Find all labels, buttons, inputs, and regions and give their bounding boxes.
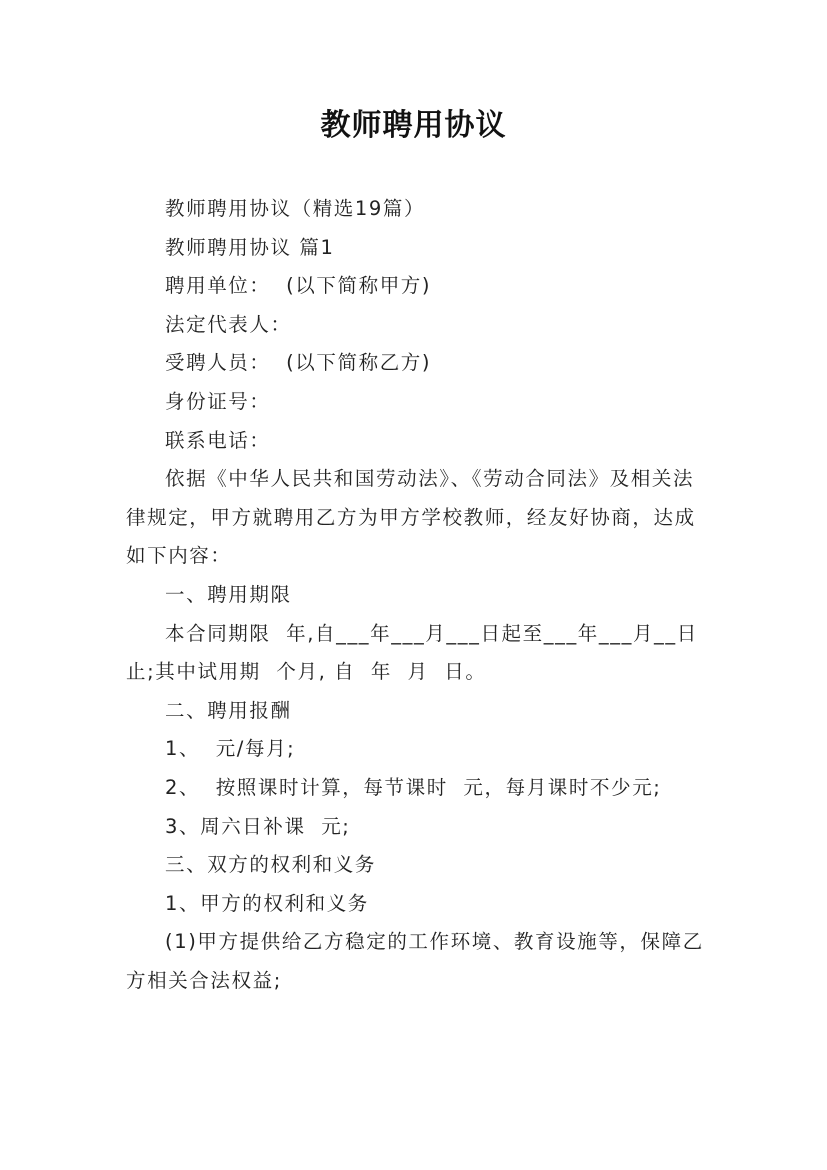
paragraph: 教师聘用协议 篇1 (165, 235, 335, 259)
paragraph: 受聘人员： (以下简称乙方) (165, 351, 432, 375)
paragraph: 聘用单位： (以下简称甲方) (165, 274, 432, 298)
paragraph: 依据《中华人民共和国劳动法》、《劳动合同法》及相关法律规定，甲方就聘用乙方为甲方学校教师，经友好协商，达成如下内容： (126, 467, 696, 568)
document-body (126, 190, 711, 1000)
paragraph: 2、 按照课时计算，每节课时 元，每月课时不少元; (165, 775, 662, 799)
paragraph: 1、甲方的权利和义务 (165, 891, 369, 915)
paragraph: 二、聘用报酬 (165, 698, 292, 722)
paragraph: 一、聘用期限 (165, 582, 292, 606)
paragraph: 法定代表人： (165, 312, 292, 336)
paragraph: 三、双方的权利和义务 (165, 853, 377, 877)
paragraph: 身份证号： (165, 389, 271, 413)
paragraph: 教师聘用协议（精选19篇） (165, 197, 426, 220)
document-title: 教师聘用协议 (320, 108, 507, 143)
paragraph: 3、周六日补课 元; (165, 814, 351, 838)
paragraph: 1、 元/每月; (165, 737, 296, 761)
paragraph: 联系电话： (165, 428, 271, 452)
paragraph: (1)甲方提供给乙方稳定的工作环境、教育设施等，保障乙方相关合法权益; (126, 930, 704, 992)
paragraph: 本合同期限 年,自___年___月___日起至___年___月__日止;其中试用期 个月, 自 年 月 日。 (126, 621, 698, 684)
